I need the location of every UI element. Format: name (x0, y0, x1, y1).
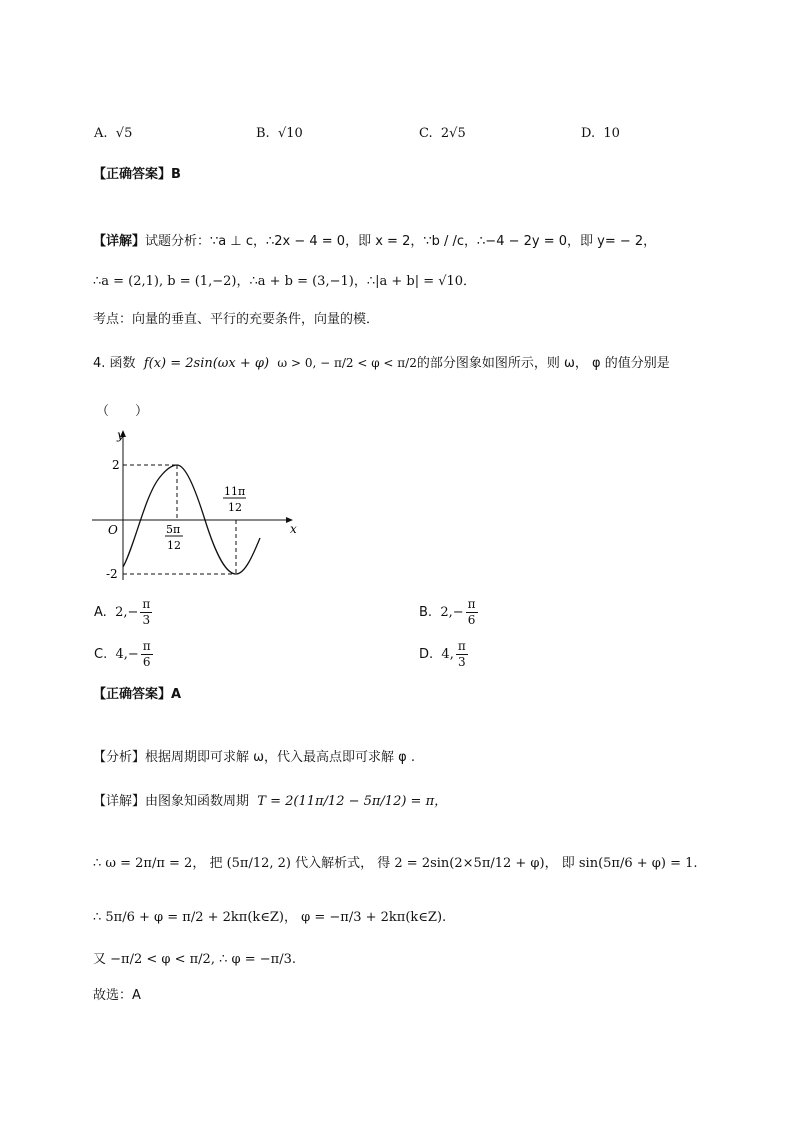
tick-5pi-num: 5π (166, 523, 181, 536)
detail-period: T = 2(11π/12 − 5π/12) = π， (257, 794, 448, 809)
detail-label: 【详解】由图象知函数周期 (93, 794, 250, 809)
tick-y-bottom: -2 (106, 567, 118, 581)
frac-den: 6 (467, 613, 476, 627)
option-frac (456, 639, 468, 670)
option-a-value: 4, (441, 647, 454, 662)
stem-suffix: 的部分图象如图所示，则 ω， φ 的值分别是 (416, 356, 670, 371)
q4-option-b (419, 597, 480, 628)
option-value: √5 (115, 126, 133, 141)
stem-func: f(x) = 2sin(ωx + φ) (143, 356, 270, 371)
option-a-value: 4, (115, 647, 128, 662)
option-sign: − (127, 605, 139, 620)
option-letter: D. (419, 647, 434, 662)
frac-den: 3 (457, 655, 466, 669)
option-letter: B. (419, 605, 433, 620)
option-letter: C. (419, 126, 433, 141)
option-value: 10 (603, 126, 620, 141)
q4-step1: ∴ ω = 2π/π = 2， 把 (5π/12, 2) 代入解析式， 得 2 = 2sin(2×5π/12 + φ)， 即 sin(5π/6 + φ) = 1. (93, 856, 698, 871)
q3-option-c (419, 126, 466, 141)
q4-step2: ∴ 5π/6 + φ = π/2 + 2kπ(k∈Z)， φ = −π/3 + 2kπ(k∈Z). (93, 910, 447, 925)
detail-label: 【详解】 (93, 234, 146, 249)
q3-option-a (94, 126, 132, 141)
q3-detail-line1 (93, 230, 656, 249)
q3-kaodian: 考点：向量的垂直、平行的充要条件，向量的模． (93, 312, 380, 327)
frac-num: π (467, 597, 476, 611)
option-a-value: 2, (115, 605, 128, 620)
option-sign: − (127, 647, 139, 662)
q4-option-a (94, 597, 154, 628)
q4-analysis: 【分析】根据周期即可求解 ω，代入最高点即可求解 φ . (93, 750, 415, 765)
option-letter: C. (94, 647, 108, 662)
q4-graph (90, 425, 305, 585)
option-letter: A. (94, 126, 108, 141)
q3-detail-line2: ∴a = (2,1), b = (1,−2)，∴a + b = (3,−1)，∴|a + b| = √10． (93, 274, 477, 289)
y-axis-label: y (117, 428, 124, 442)
tick-11pi-den: 12 (228, 501, 242, 514)
frac-den: 6 (142, 655, 151, 669)
q3-option-d (581, 126, 620, 141)
option-letter: A. (94, 605, 107, 620)
option-value: 2√5 (440, 126, 466, 141)
tick-11pi-num: 11π (224, 485, 246, 498)
x-axis-label: x (290, 522, 297, 536)
stem-prefix: 4. 函数 (93, 356, 136, 371)
frac-num: π (142, 639, 151, 653)
option-sign: − (452, 605, 464, 620)
origin-label: O (108, 523, 118, 537)
q4-option-c (94, 639, 155, 670)
frac-num: π (142, 597, 151, 611)
q4-option-d (419, 639, 470, 670)
q4-conclusion: 故选：A (93, 988, 141, 1003)
q4-step3: 又 −π/2 < φ < π/2, ∴ φ = −π/3. (93, 952, 296, 967)
q4-blank: （ ） (96, 404, 149, 419)
q4-stem (93, 352, 670, 371)
q4-detail (93, 790, 447, 809)
q4-answer: 【正确答案】A (93, 687, 182, 702)
option-letter: D. (581, 126, 596, 141)
option-letter: B. (256, 126, 270, 141)
q3-answer: 【正确答案】B (93, 167, 181, 182)
stem-cond: ω > 0, − π/2 < φ < π/2 (277, 356, 417, 370)
option-value: √10 (277, 126, 303, 141)
detail-text: 试题分析：∵a ⊥ c，∴2x − 4 = 0，即 x = 2，∵b / /c，∴−4 − 2y = 0，即 y= − 2， (145, 234, 657, 249)
option-a-value: 2, (440, 605, 453, 620)
option-frac (466, 597, 478, 628)
frac-den: 3 (142, 613, 151, 627)
tick-5pi-den: 12 (167, 539, 181, 552)
q3-option-b (256, 126, 303, 141)
option-frac (140, 597, 152, 628)
frac-num: π (457, 639, 466, 653)
option-frac (141, 639, 153, 670)
tick-y-top: 2 (112, 458, 120, 472)
